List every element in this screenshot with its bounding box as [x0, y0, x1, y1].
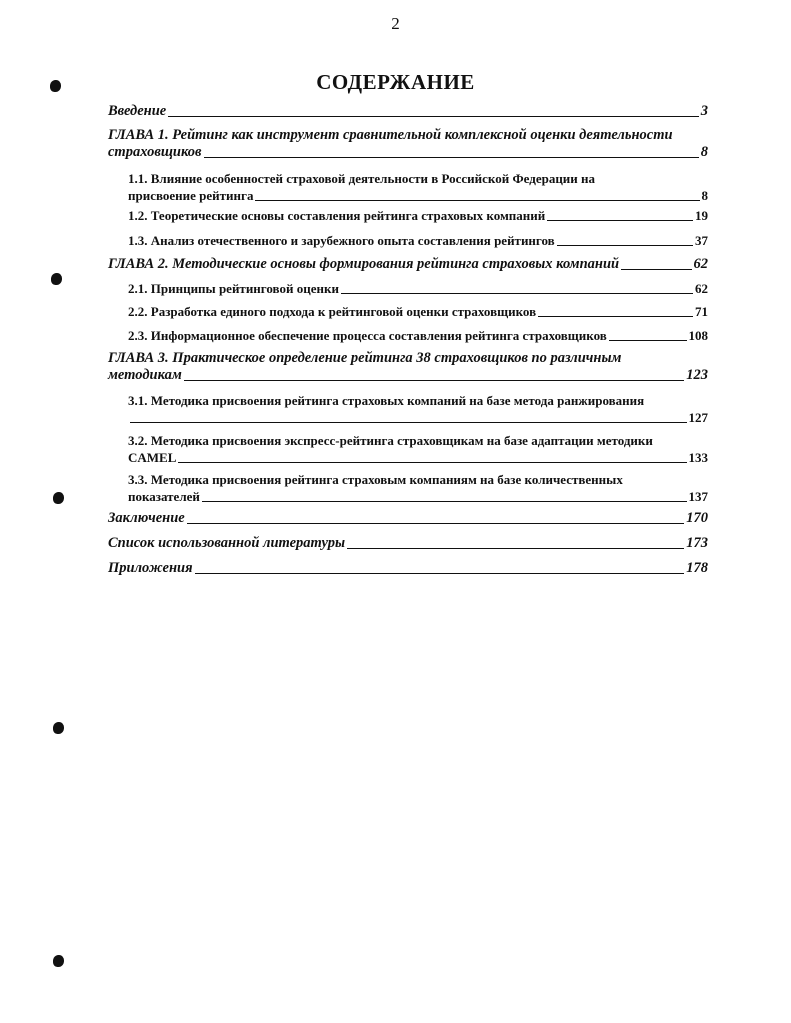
toc-leader-line [547, 220, 693, 221]
toc-entry-text-cont: CAMEL [128, 450, 177, 465]
toc-leader-line [184, 380, 684, 381]
toc-leader-line [609, 340, 687, 341]
toc-leader-line [202, 501, 687, 502]
toc-title: СОДЕРЖАНИЕ [316, 70, 475, 94]
toc-page-number: 8 [701, 188, 708, 203]
toc-entry-bibliography[interactable] [108, 535, 708, 552]
page-number: 2 [391, 14, 400, 33]
toc-entry-section-1-1[interactable] [128, 170, 708, 204]
toc-entry-text: 1.3. Анализ отечественного и зарубежного опыта составления рейтингов [128, 233, 555, 248]
toc-leader-line [538, 316, 693, 317]
toc-page-number: 3 [700, 103, 708, 119]
toc-entry-conclusion[interactable] [108, 510, 708, 527]
toc-page-number: 71 [695, 304, 708, 319]
toc-entry-text: 3.3. Методика присвоения рейтинга страховым компаниям на базе количественных [128, 472, 623, 487]
toc-entry-text-cont: показателей [128, 489, 200, 504]
toc-entry-section-2-2[interactable] [128, 303, 708, 320]
toc-entry-intro[interactable] [108, 103, 708, 120]
toc-entry-section-3-3[interactable] [128, 471, 708, 505]
toc-entry-section-3-1[interactable] [128, 392, 708, 426]
toc-leader-line [178, 462, 686, 463]
toc-entry-section-1-3[interactable] [128, 232, 708, 249]
toc-page-number: 123 [686, 367, 708, 383]
toc-leader-line [168, 116, 699, 117]
toc-leader-line [195, 573, 685, 574]
toc-entry-text: 2.1. Принципы рейтинговой оценки [128, 281, 339, 296]
toc-entry-text: Приложения [108, 560, 193, 576]
toc-entry-chapter-3[interactable] [108, 350, 708, 384]
punch-hole-mark [50, 80, 61, 92]
punch-hole-mark [53, 492, 64, 504]
toc-leader-line [557, 245, 693, 246]
toc-entry-section-2-1[interactable] [128, 280, 708, 297]
toc-leader-line [187, 523, 685, 524]
toc-page-number: 127 [688, 410, 708, 425]
toc-page-number: 37 [695, 233, 708, 248]
toc-entry-text: ГЛАВА 2. Методические основы формирования рейтинга страховых компаний [108, 256, 620, 272]
toc-leader-line [347, 548, 684, 549]
toc-entry-text: 3.1. Методика присвоения рейтинга страховых компаний на базе метода ранжирования [128, 393, 645, 408]
toc-entry-appendices[interactable] [108, 560, 708, 577]
toc-entry-text: 1.2. Теоретические основы составления рейтинга страховых компаний [128, 208, 546, 223]
toc-leader-line [204, 157, 699, 158]
toc-entry-section-2-3[interactable] [128, 327, 708, 344]
toc-entry-section-3-2[interactable] [128, 432, 708, 466]
toc-page-number: 170 [686, 510, 708, 526]
toc-entry-text: Заключение [108, 510, 185, 526]
toc-entry-section-1-2[interactable] [128, 207, 708, 224]
toc-entry-text: Список использованной литературы [108, 535, 346, 551]
toc-page-number: 133 [688, 450, 708, 465]
punch-hole-mark [53, 955, 64, 967]
toc-entry-text-cont: присвоение рейтинга [128, 188, 254, 203]
toc-entry-chapter-1[interactable] [108, 127, 708, 161]
toc-leader-line [341, 293, 693, 294]
toc-leader-line [130, 422, 687, 423]
toc-entry-chapter-2[interactable] [108, 256, 708, 273]
toc-entry-text: Введение [108, 103, 167, 119]
punch-hole-mark [51, 273, 62, 285]
toc-entry-text: 2.3. Информационное обеспечение процесса составления рейтинга страховщиков [128, 328, 607, 343]
toc-entry-text: ГЛАВА 1. Рейтинг как инструмент сравнительной комплексной оценки деятельности [108, 127, 673, 143]
toc-page-number: 178 [686, 560, 708, 576]
toc-page-number: 8 [700, 144, 708, 160]
toc-page-number: 19 [695, 208, 708, 223]
toc-page-number: 137 [688, 489, 708, 504]
toc-entry-text: 1.1. Влияние особенностей страховой деятельности в Российской Федерации на [128, 171, 596, 186]
toc-entry-text: 2.2. Разработка единого подхода к рейтинговой оценки страховщиков [128, 304, 537, 319]
toc-page-number: 173 [686, 535, 708, 551]
punch-hole-mark [53, 722, 64, 734]
toc-page-number: 108 [688, 328, 708, 343]
toc-entry-text-cont: страховщиков [108, 144, 202, 160]
toc-page-number: 62 [695, 281, 708, 296]
toc-entry-text: 3.2. Методика присвоения экспресс-рейтинга страховщикам на базе адаптации методики [128, 433, 653, 448]
toc-page-number: 62 [693, 256, 708, 272]
toc-leader-line [255, 200, 699, 201]
toc-entry-text-cont: методикам [108, 367, 182, 383]
toc-entry-text: ГЛАВА 3. Практическое определение рейтинга 38 страховщиков по различным [108, 350, 622, 366]
toc-leader-line [621, 269, 691, 270]
